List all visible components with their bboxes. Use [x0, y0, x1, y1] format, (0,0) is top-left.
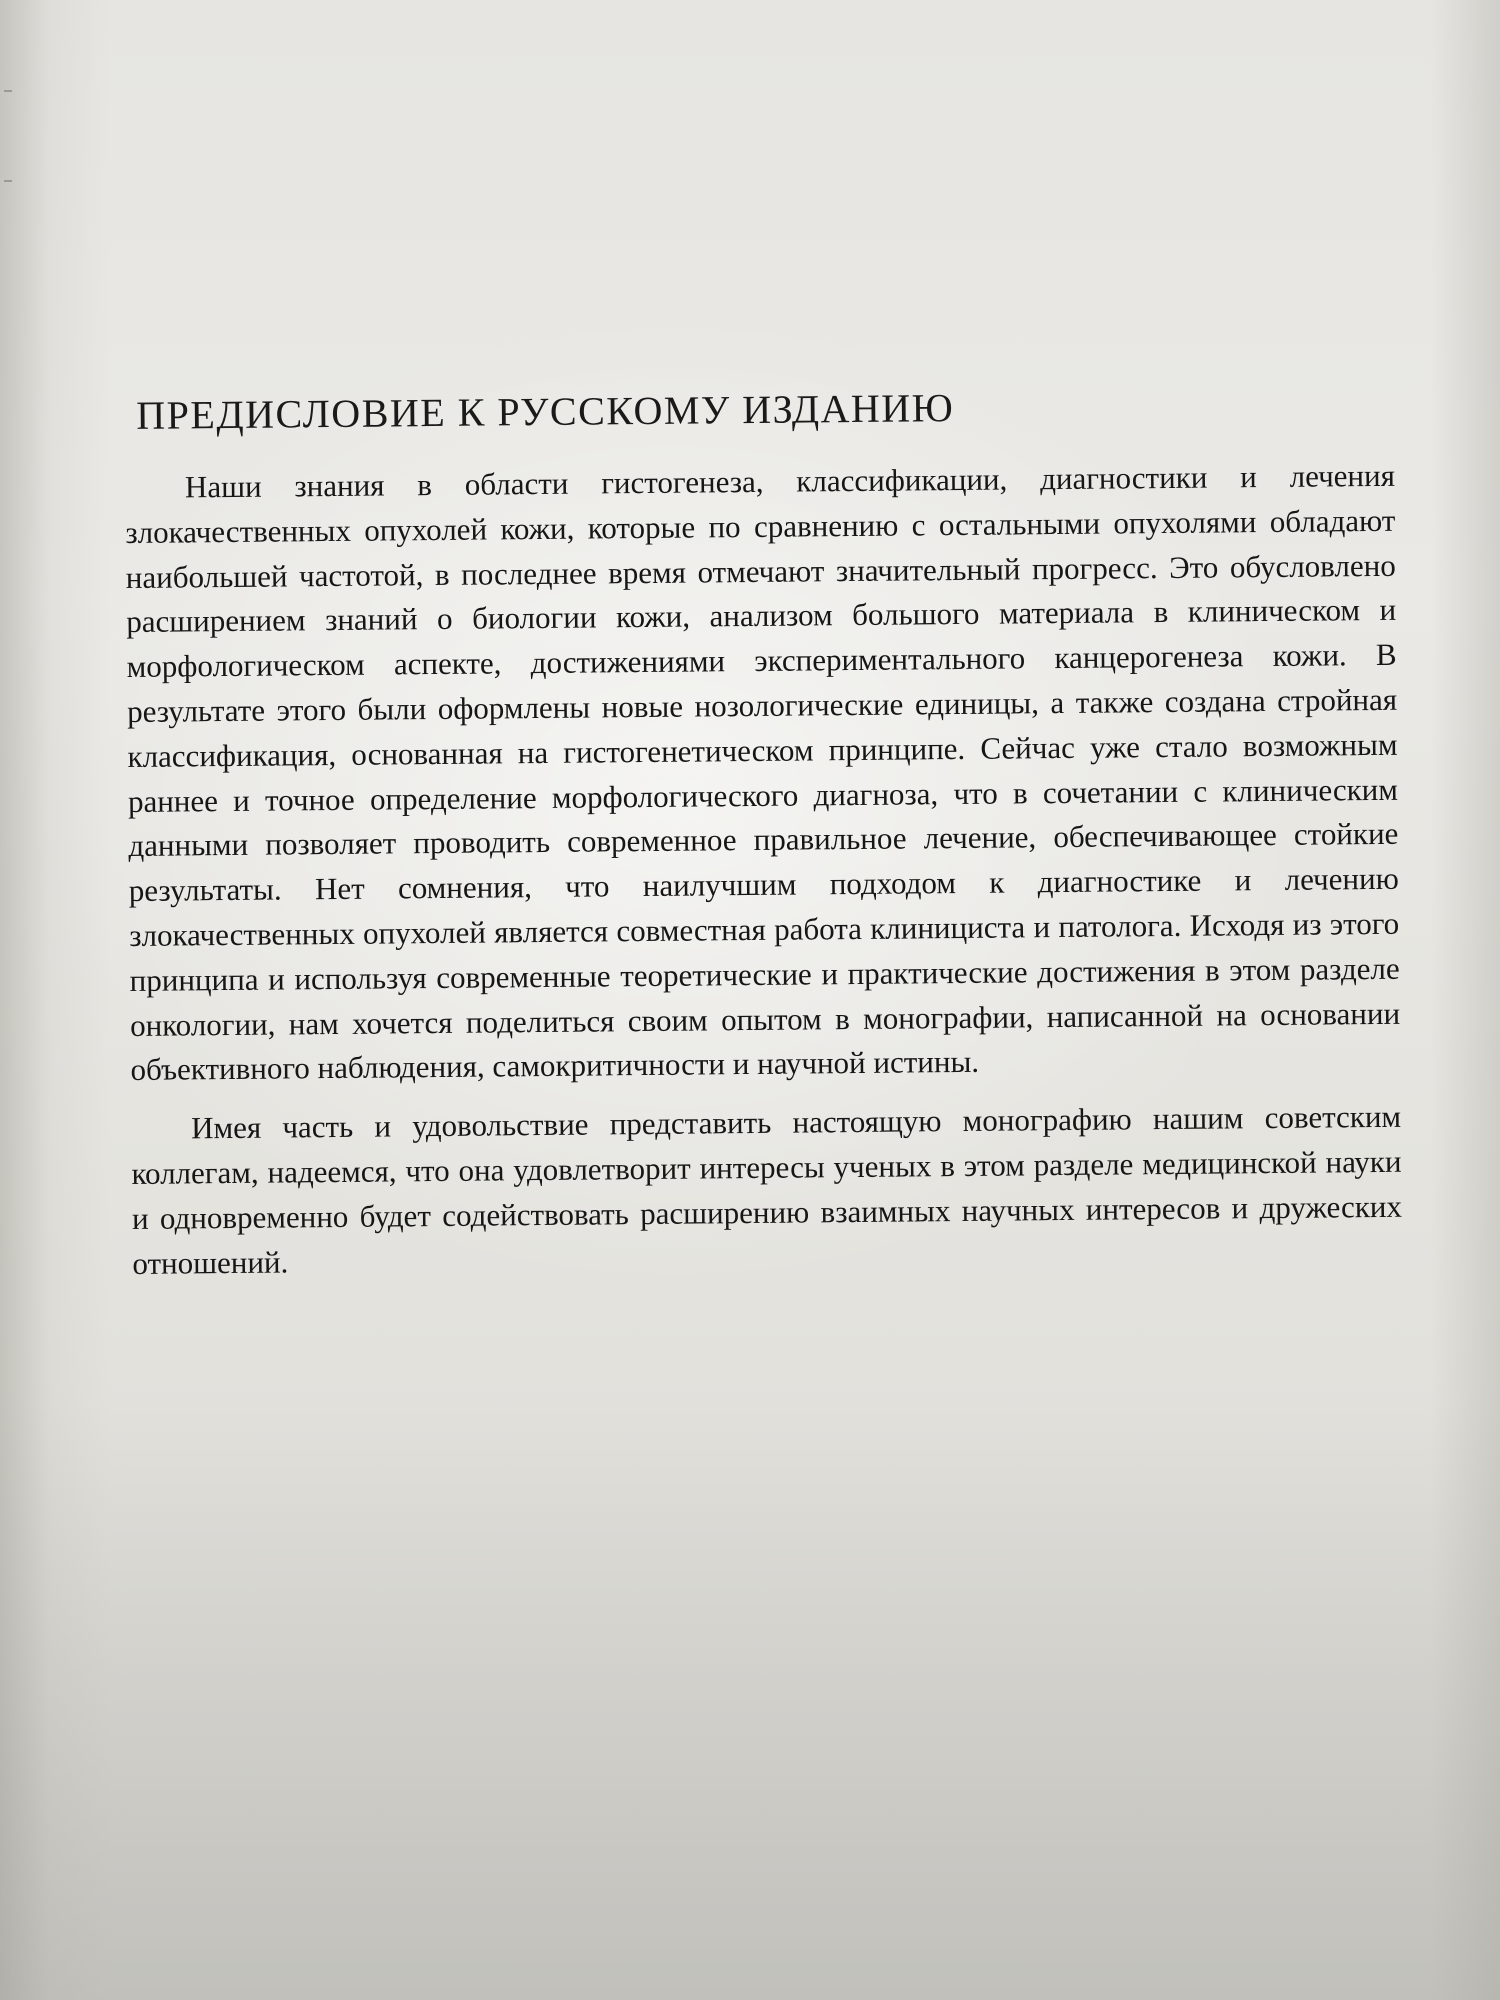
preface-content [124, 376, 1405, 1301]
page-edge-shadow [1430, 0, 1500, 2000]
preface-heading: ПРЕДИСЛОВИЕ К РУССКОМУ ИЗДАНИЮ [136, 385, 955, 438]
preface-paragraph-2: Имея часть и удовольствие представить настоящую монографию нашим советским коллегам, надеемся, что она удовлетворит интересы ученых в этом разделе медицинской науки и одновременно будет содействовать расширению взаимных научных интересов и дружеских отношений. [131, 1098, 1403, 1281]
preface-paragraph-1: Наши знания в области гистогенеза, классификации, диагностики и лечения злокачественных опухолей кожи, которые по сравнению с остальными опухолями обладают наибольшей частотой, в последнее время отмечают значительный прогресс. Это обусловлено расширением знаний о биологии кожи, анализом большого материала в клиническом и морфологическом аспекте, достижениями экспериментального канцерогенеза кожи. В результате этого были оформлены новые нозологические единицы, а также создана стройная классификация, основанная на гистогенетическом принципе. Сейчас уже стало возможным раннее и точное определение морфологического диагноза, что в сочетании с клиническим данными позволяет проводить современное правильное лечение, обеспечивающее стойкие результаты. Нет сомнения, что наилучшим подходом к диагностике и лечению злокачественных опухолей является совместная работа клинициста и патолога. Исходя из этого принципа и используя современные теоретические и практические достижения в этом разделе онкологии, нам хочется поделиться своим опытом в монографии, написанной на основании объективного наблюдения, самокритичности и научной истины. [125, 457, 1401, 1088]
page-gutter-shadow [0, 0, 110, 2000]
page-bottom-shadow [0, 1400, 1500, 2000]
binding-mark [4, 90, 12, 92]
binding-mark [4, 180, 12, 182]
